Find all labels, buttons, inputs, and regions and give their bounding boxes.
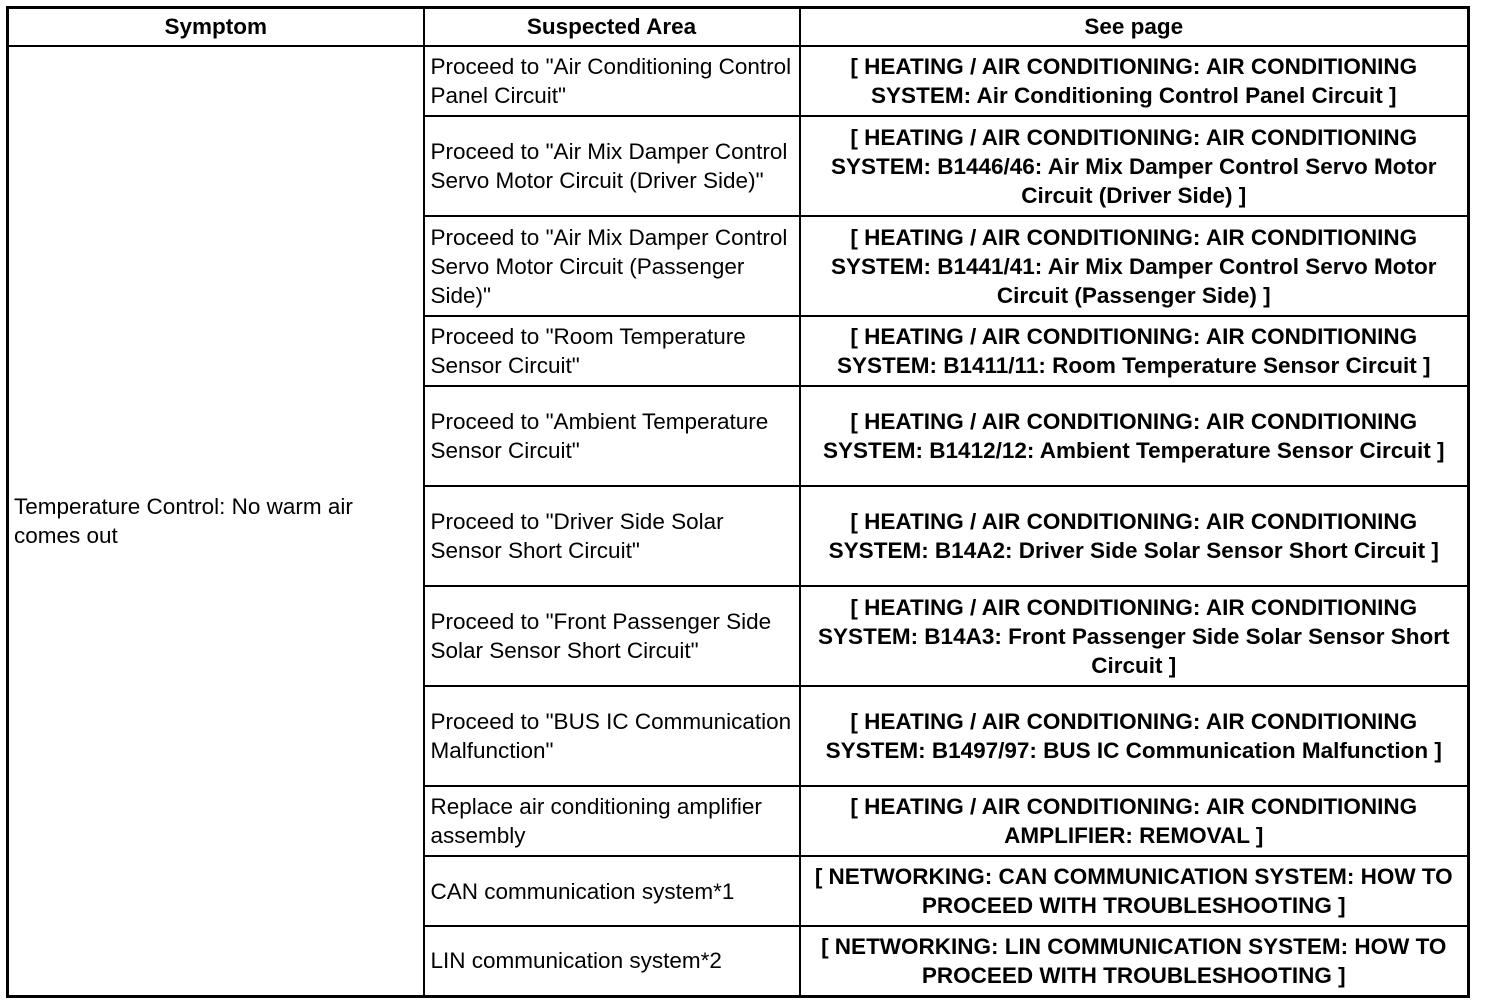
header-symptom: Symptom <box>8 8 424 47</box>
see-page-link[interactable]: [ HEATING / AIR CONDITIONING: AIR CONDITIONING SYSTEM: B14A3: Front Passenger Side Solar Sensor Short Circuit ] <box>800 586 1469 686</box>
troubleshooting-table <box>6 6 1470 998</box>
see-page-link[interactable]: [ HEATING / AIR CONDITIONING: AIR CONDITIONING SYSTEM: B1497/97: BUS IC Communication Malfunction ] <box>800 686 1469 786</box>
see-page-link[interactable]: [ HEATING / AIR CONDITIONING: AIR CONDITIONING SYSTEM: B14A2: Driver Side Solar Sensor Short Circuit ] <box>800 486 1469 586</box>
suspected-area-cell: Proceed to "Air Conditioning Control Panel Circuit" <box>424 46 800 116</box>
suspected-area-cell: Replace air conditioning amplifier assembly <box>424 786 800 856</box>
suspected-area-cell: Proceed to "Room Temperature Sensor Circuit" <box>424 316 800 386</box>
suspected-area-cell: LIN communication system*2 <box>424 926 800 996</box>
suspected-area-cell: Proceed to "Front Passenger Side Solar Sensor Short Circuit" <box>424 586 800 686</box>
see-page-link[interactable]: [ HEATING / AIR CONDITIONING: AIR CONDITIONING SYSTEM: Air Conditioning Control Panel Circuit ] <box>800 46 1469 116</box>
see-page-link[interactable]: [ HEATING / AIR CONDITIONING: AIR CONDITIONING AMPLIFIER: REMOVAL ] <box>800 786 1469 856</box>
suspected-area-cell: Proceed to "Air Mix Damper Control Servo Motor Circuit (Driver Side)" <box>424 116 800 216</box>
suspected-area-cell: Proceed to "Ambient Temperature Sensor Circuit" <box>424 386 800 486</box>
table-row <box>8 46 1469 116</box>
suspected-area-cell: Proceed to "Driver Side Solar Sensor Short Circuit" <box>424 486 800 586</box>
see-page-link[interactable]: [ NETWORKING: LIN COMMUNICATION SYSTEM: HOW TO PROCEED WITH TROUBLESHOOTING ] <box>800 926 1469 996</box>
header-row <box>8 8 1469 47</box>
symptom-cell: Temperature Control: No warm air comes out <box>8 46 424 996</box>
see-page-link[interactable]: [ HEATING / AIR CONDITIONING: AIR CONDITIONING SYSTEM: B1412/12: Ambient Temperature Sensor Circuit ] <box>800 386 1469 486</box>
suspected-area-cell: Proceed to "Air Mix Damper Control Servo Motor Circuit (Passenger Side)" <box>424 216 800 316</box>
suspected-area-cell: CAN communication system*1 <box>424 856 800 926</box>
see-page-link[interactable]: [ HEATING / AIR CONDITIONING: AIR CONDITIONING SYSTEM: B1446/46: Air Mix Damper Control Servo Motor Circuit (Driver Side) ] <box>800 116 1469 216</box>
see-page-link[interactable]: [ HEATING / AIR CONDITIONING: AIR CONDITIONING SYSTEM: B1411/11: Room Temperature Sensor Circuit ] <box>800 316 1469 386</box>
see-page-link[interactable]: [ HEATING / AIR CONDITIONING: AIR CONDITIONING SYSTEM: B1441/41: Air Mix Damper Control Servo Motor Circuit (Passenger Side) ] <box>800 216 1469 316</box>
header-see-page: See page <box>800 8 1469 47</box>
header-suspected-area: Suspected Area <box>424 8 800 47</box>
suspected-area-cell: Proceed to "BUS IC Communication Malfunction" <box>424 686 800 786</box>
see-page-link[interactable]: [ NETWORKING: CAN COMMUNICATION SYSTEM: HOW TO PROCEED WITH TROUBLESHOOTING ] <box>800 856 1469 926</box>
